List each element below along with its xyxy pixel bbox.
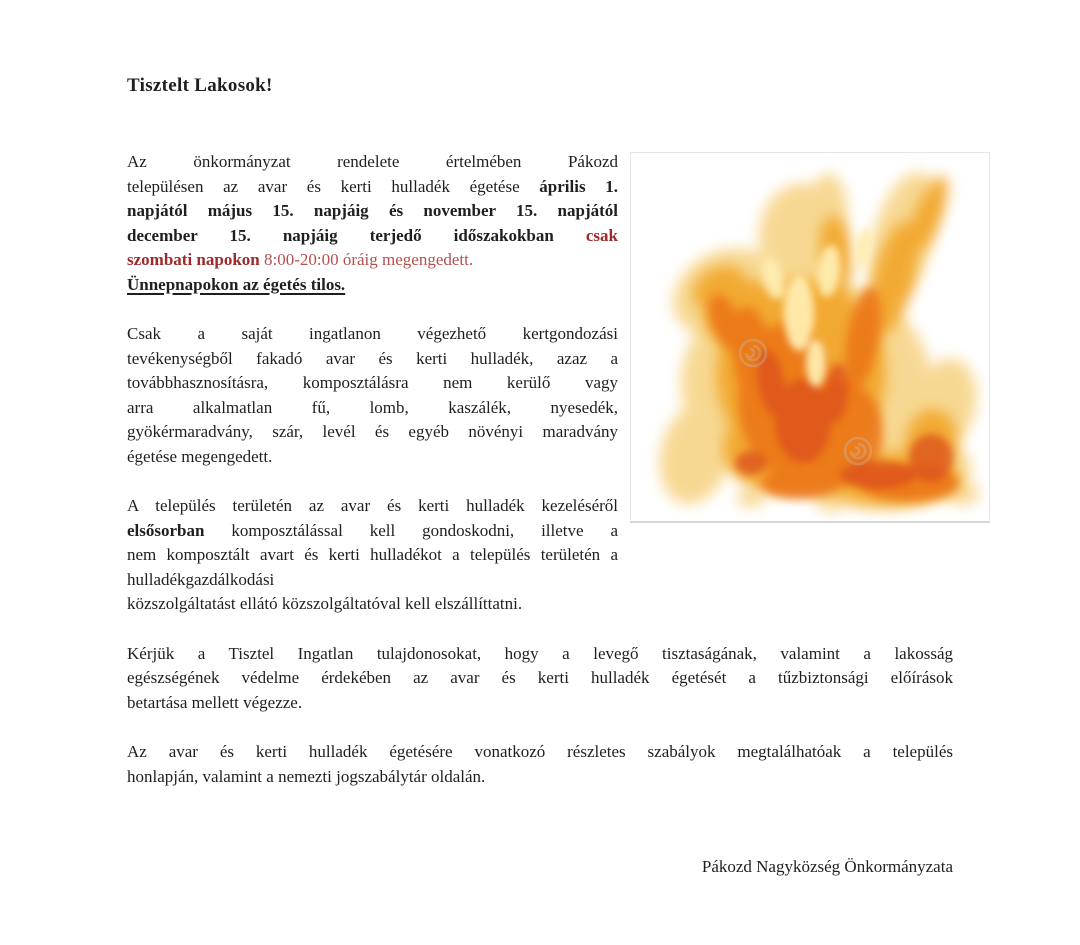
paragraph-5: [127, 740, 953, 789]
p1-line1: Az önkormányzat rendelete értelmében Pákozd: [127, 152, 618, 171]
p1-line2-normal: településen az avar és kerti hulladék égetése: [127, 176, 540, 196]
p5-line2: honlapján, valamint a nemezti jogszabálytár oldalán.: [127, 766, 486, 786]
p1-line4-bold: december 15. napjáig terjedő időszakokban: [127, 225, 586, 245]
p1-line4-red-bold: csak: [585, 225, 618, 245]
signature: Pákozd Nagyközség Önkormányzata: [701, 857, 953, 876]
p3-line1: A település területén az avar és kerti hulladék kezeléséről: [127, 496, 618, 515]
paragraph-4: [127, 642, 953, 716]
fire-photo-graphic: [631, 153, 989, 521]
p1-line5-red: 8:00-20:00 óráig megengedett.: [263, 250, 474, 269]
p1-line5-red-bold: szombati napokon: [127, 250, 264, 269]
p3-line2-normal: komposztálással kell gondoskodni, illetve a: [204, 520, 618, 540]
p2-line6: égetése megengedett.: [127, 446, 273, 466]
document-content: [127, 0, 953, 880]
p2-line2: tevékenységből fakadó avar és kerti hulladék, azaz a: [127, 348, 618, 368]
p3-line4: közszolgáltatást ellátó közszolgáltatóval kell elszállíttatni.: [127, 594, 523, 613]
fire-photo: [630, 152, 990, 523]
p1-line6-underlined: Ünnepnapokon az égetés tilos.: [127, 274, 346, 294]
p5-line1: Az avar és kerti hulladék égetésére vonatkozó részletes szabályok megtalálhatóak a település: [127, 742, 953, 761]
p1-line2-bold: április 1.: [539, 176, 618, 196]
p2-line1: Csak a saját ingatlanon végezhető kertgondozási: [127, 324, 618, 343]
p4-line2: egészségének védelme érdekében az avar és kerti hulladék égetését a tűzbiztonsági előírások: [127, 668, 953, 687]
p3-line2-bold: elsősorban: [127, 520, 205, 540]
p4-line3: betartása mellett végezze.: [127, 692, 303, 712]
p4-line1: Kérjük a Tisztel Ingatlan tulajdonosokat, hogy a levegő tisztaságának, valamint a lakosság: [127, 643, 953, 663]
p3-line3: nem komposztált avart és kerti hulladékot a település területén a hulladékgazdálkodási: [127, 545, 618, 589]
p2-line4: arra alkalmatlan fű, lomb, kaszálék, nyesedék,: [127, 397, 618, 417]
notice-title: Tisztelt Lakosok!: [127, 75, 273, 96]
p2-line3: továbbhasznosításra, komposztálásra nem kerülő vagy: [127, 373, 618, 392]
p2-line5: gyökérmaradvány, szár, levél és egyéb növényi maradvány: [127, 422, 618, 441]
p1-line3: napjától május 15. napjáig és november 15. napjától: [127, 201, 618, 220]
